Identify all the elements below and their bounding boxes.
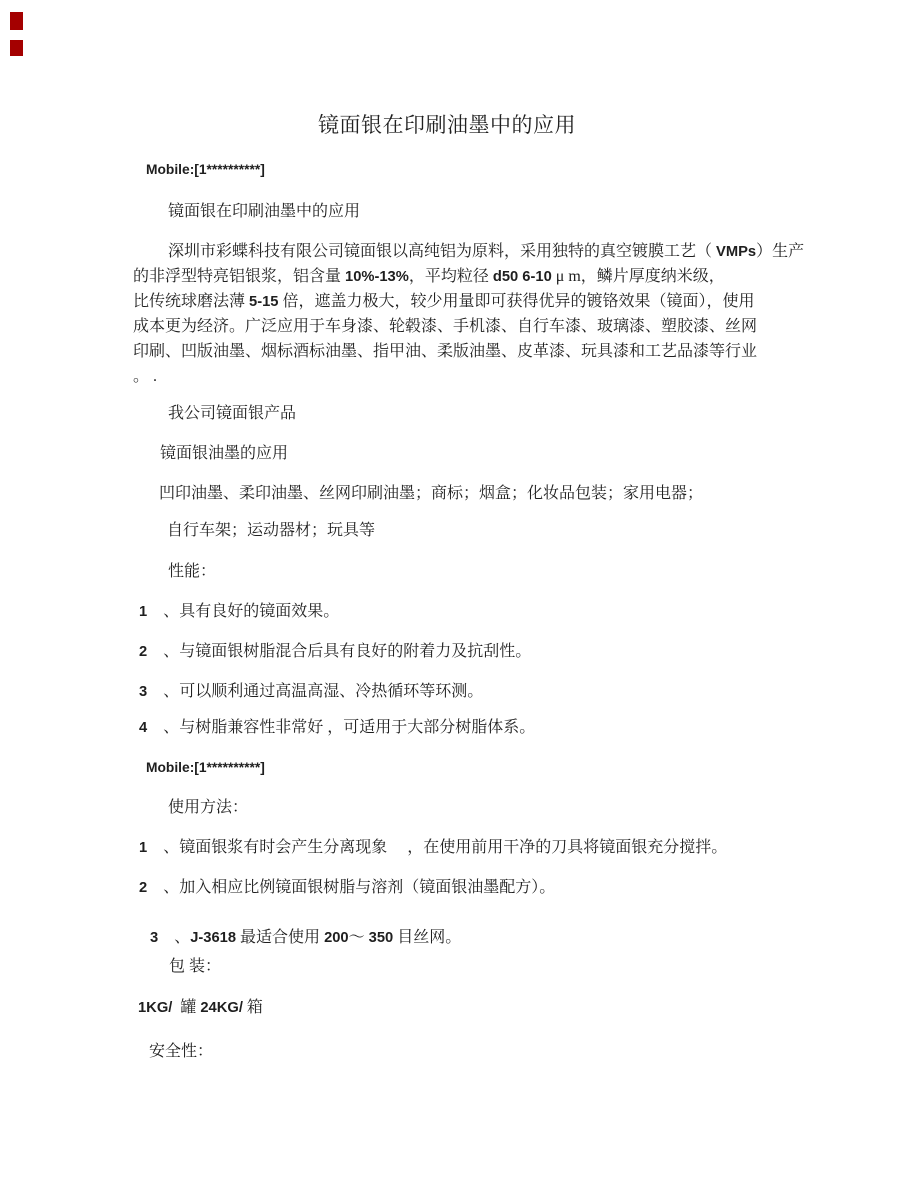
latin-text-run: Mobile:[1**********] <box>146 162 265 177</box>
cjk-text-run: 、与树脂兼容性非常好 ，可适用于大部分树脂体系。 <box>147 719 536 736</box>
intro-line-5 <box>133 342 757 362</box>
usage-item-1 <box>139 838 727 858</box>
mobile-number-1 <box>146 160 265 180</box>
cjk-text-run: 使用方法： <box>168 799 249 816</box>
latin-text-run: 10%-13% <box>345 269 409 285</box>
heading-performance <box>168 562 216 582</box>
latin-text-run: VMPs <box>716 244 757 260</box>
intro-line-6 <box>133 367 157 387</box>
cjk-text-run: μ m，鳞片厚度纳米级， <box>551 268 725 285</box>
latin-text-run: 1 <box>139 840 148 856</box>
cjk-text-run: 倍，遮盖力极大，较少用量即可获得优异的镀铬效果（镜面），使用 <box>278 293 755 310</box>
cjk-text-run: 镜面银油墨的应用 <box>160 445 289 462</box>
usage-item-2 <box>139 878 555 898</box>
mobile-number-2 <box>146 758 265 778</box>
cjk-text-run: 镜面银在印刷油墨中的应用 <box>318 113 576 137</box>
red-corner-mark-2 <box>10 40 23 56</box>
section-our-products <box>168 404 296 424</box>
cjk-text-run: 成本更为经济。广泛应用于车身漆、轮毂漆、手机漆、自行车漆、玻璃漆、塑胶漆、丝网 <box>133 318 758 335</box>
cjk-text-run: 、可以顺利通过高温高湿、冷热循环等环测。 <box>147 683 484 700</box>
cjk-text-run: 我公司镜面银产品 <box>168 405 297 422</box>
cjk-text-run: 深圳市彩蝶科技有限公司镜面银以高纯铝为原料，采用独特的真空镀膜工艺（ <box>168 243 717 260</box>
cjk-text-run: 比传统球磨法薄 <box>133 293 250 310</box>
cjk-text-run: 印刷、凹版油墨、烟标酒标油墨、指甲油、柔版油墨、皮革漆、玩具漆和工艺品漆等行业 <box>133 343 758 360</box>
applications-list-line-2 <box>167 521 375 541</box>
cjk-text-run: 。 . <box>133 368 158 385</box>
heading-usage <box>168 798 248 818</box>
cjk-text-run: 自行车架；运动器材；玩具等 <box>167 522 376 539</box>
performance-item-3 <box>139 682 483 702</box>
cjk-text-run: 、镜面银浆有时会产生分离现象 ，在使用前用干净的刀具将镜面银充分搅拌。 <box>147 839 728 856</box>
cjk-text-run: 罐 <box>172 999 201 1016</box>
usage-item-3 <box>150 928 461 948</box>
latin-text-run: 200 <box>324 930 349 946</box>
latin-text-run: 350 <box>368 930 394 946</box>
cjk-text-run: 、与镜面银树脂混合后具有良好的附着力及抗刮性。 <box>147 643 532 660</box>
section-ink-applications <box>160 444 288 464</box>
latin-text-run: 2 <box>139 644 148 660</box>
packaging-spec <box>138 998 263 1018</box>
latin-text-run: 4 <box>139 720 148 736</box>
cjk-text-run: 箱 <box>242 999 263 1016</box>
latin-text-run: 3 <box>139 684 148 700</box>
performance-item-1 <box>139 602 339 622</box>
performance-item-2 <box>139 642 531 662</box>
cjk-text-run: 最适合使用 <box>236 929 325 946</box>
cjk-text-run: 、具有良好的镜面效果。 <box>147 603 340 620</box>
doc-title <box>0 112 894 138</box>
heading-packaging <box>169 957 221 977</box>
cjk-text-run: 镜面银在印刷油墨中的应用 <box>168 203 361 220</box>
intro-line-4 <box>133 317 757 337</box>
cjk-text-run: 、 <box>158 929 191 946</box>
applications-list-line-1 <box>159 484 703 504</box>
cjk-text-run: 、加入相应比例镜面银树脂与溶剂（镜面银油墨配方）。 <box>147 879 556 896</box>
latin-text-run: Mobile:[1**********] <box>146 760 265 775</box>
cjk-text-run: ～ <box>348 929 369 946</box>
latin-text-run: 1 <box>139 604 148 620</box>
performance-item-4 <box>139 718 535 738</box>
cjk-text-run: 安全性： <box>149 1043 214 1060</box>
doc-subtitle <box>168 202 360 222</box>
intro-line-1 <box>168 242 804 262</box>
red-corner-mark-1 <box>10 12 23 30</box>
latin-text-run: 2 <box>139 880 148 896</box>
intro-line-3 <box>133 292 755 312</box>
latin-text-run: d50 6-10 <box>492 269 552 285</box>
latin-text-run: 24KG/ <box>200 1000 243 1016</box>
cjk-text-run: 性能： <box>168 563 217 580</box>
cjk-text-run: ）生产 <box>756 243 805 260</box>
latin-text-run: 3 <box>150 930 159 946</box>
cjk-text-run: 包 装： <box>169 958 222 975</box>
cjk-text-run: 凹印油墨、柔印油墨、丝网印刷油墨；商标；烟盒；化妆品包装；家用电器； <box>159 485 704 502</box>
intro-line-2 <box>133 267 725 287</box>
heading-safety <box>149 1042 213 1062</box>
cjk-text-run: 目丝网。 <box>393 929 462 946</box>
latin-text-run: 1KG/ <box>138 1000 173 1016</box>
cjk-text-run: ，平均粒径 <box>408 268 493 285</box>
latin-text-run: J-3618 <box>190 930 237 946</box>
latin-text-run: 5-15 <box>249 294 279 310</box>
cjk-text-run: 的非浮型特亮铝银浆，铝含量 <box>133 268 346 285</box>
